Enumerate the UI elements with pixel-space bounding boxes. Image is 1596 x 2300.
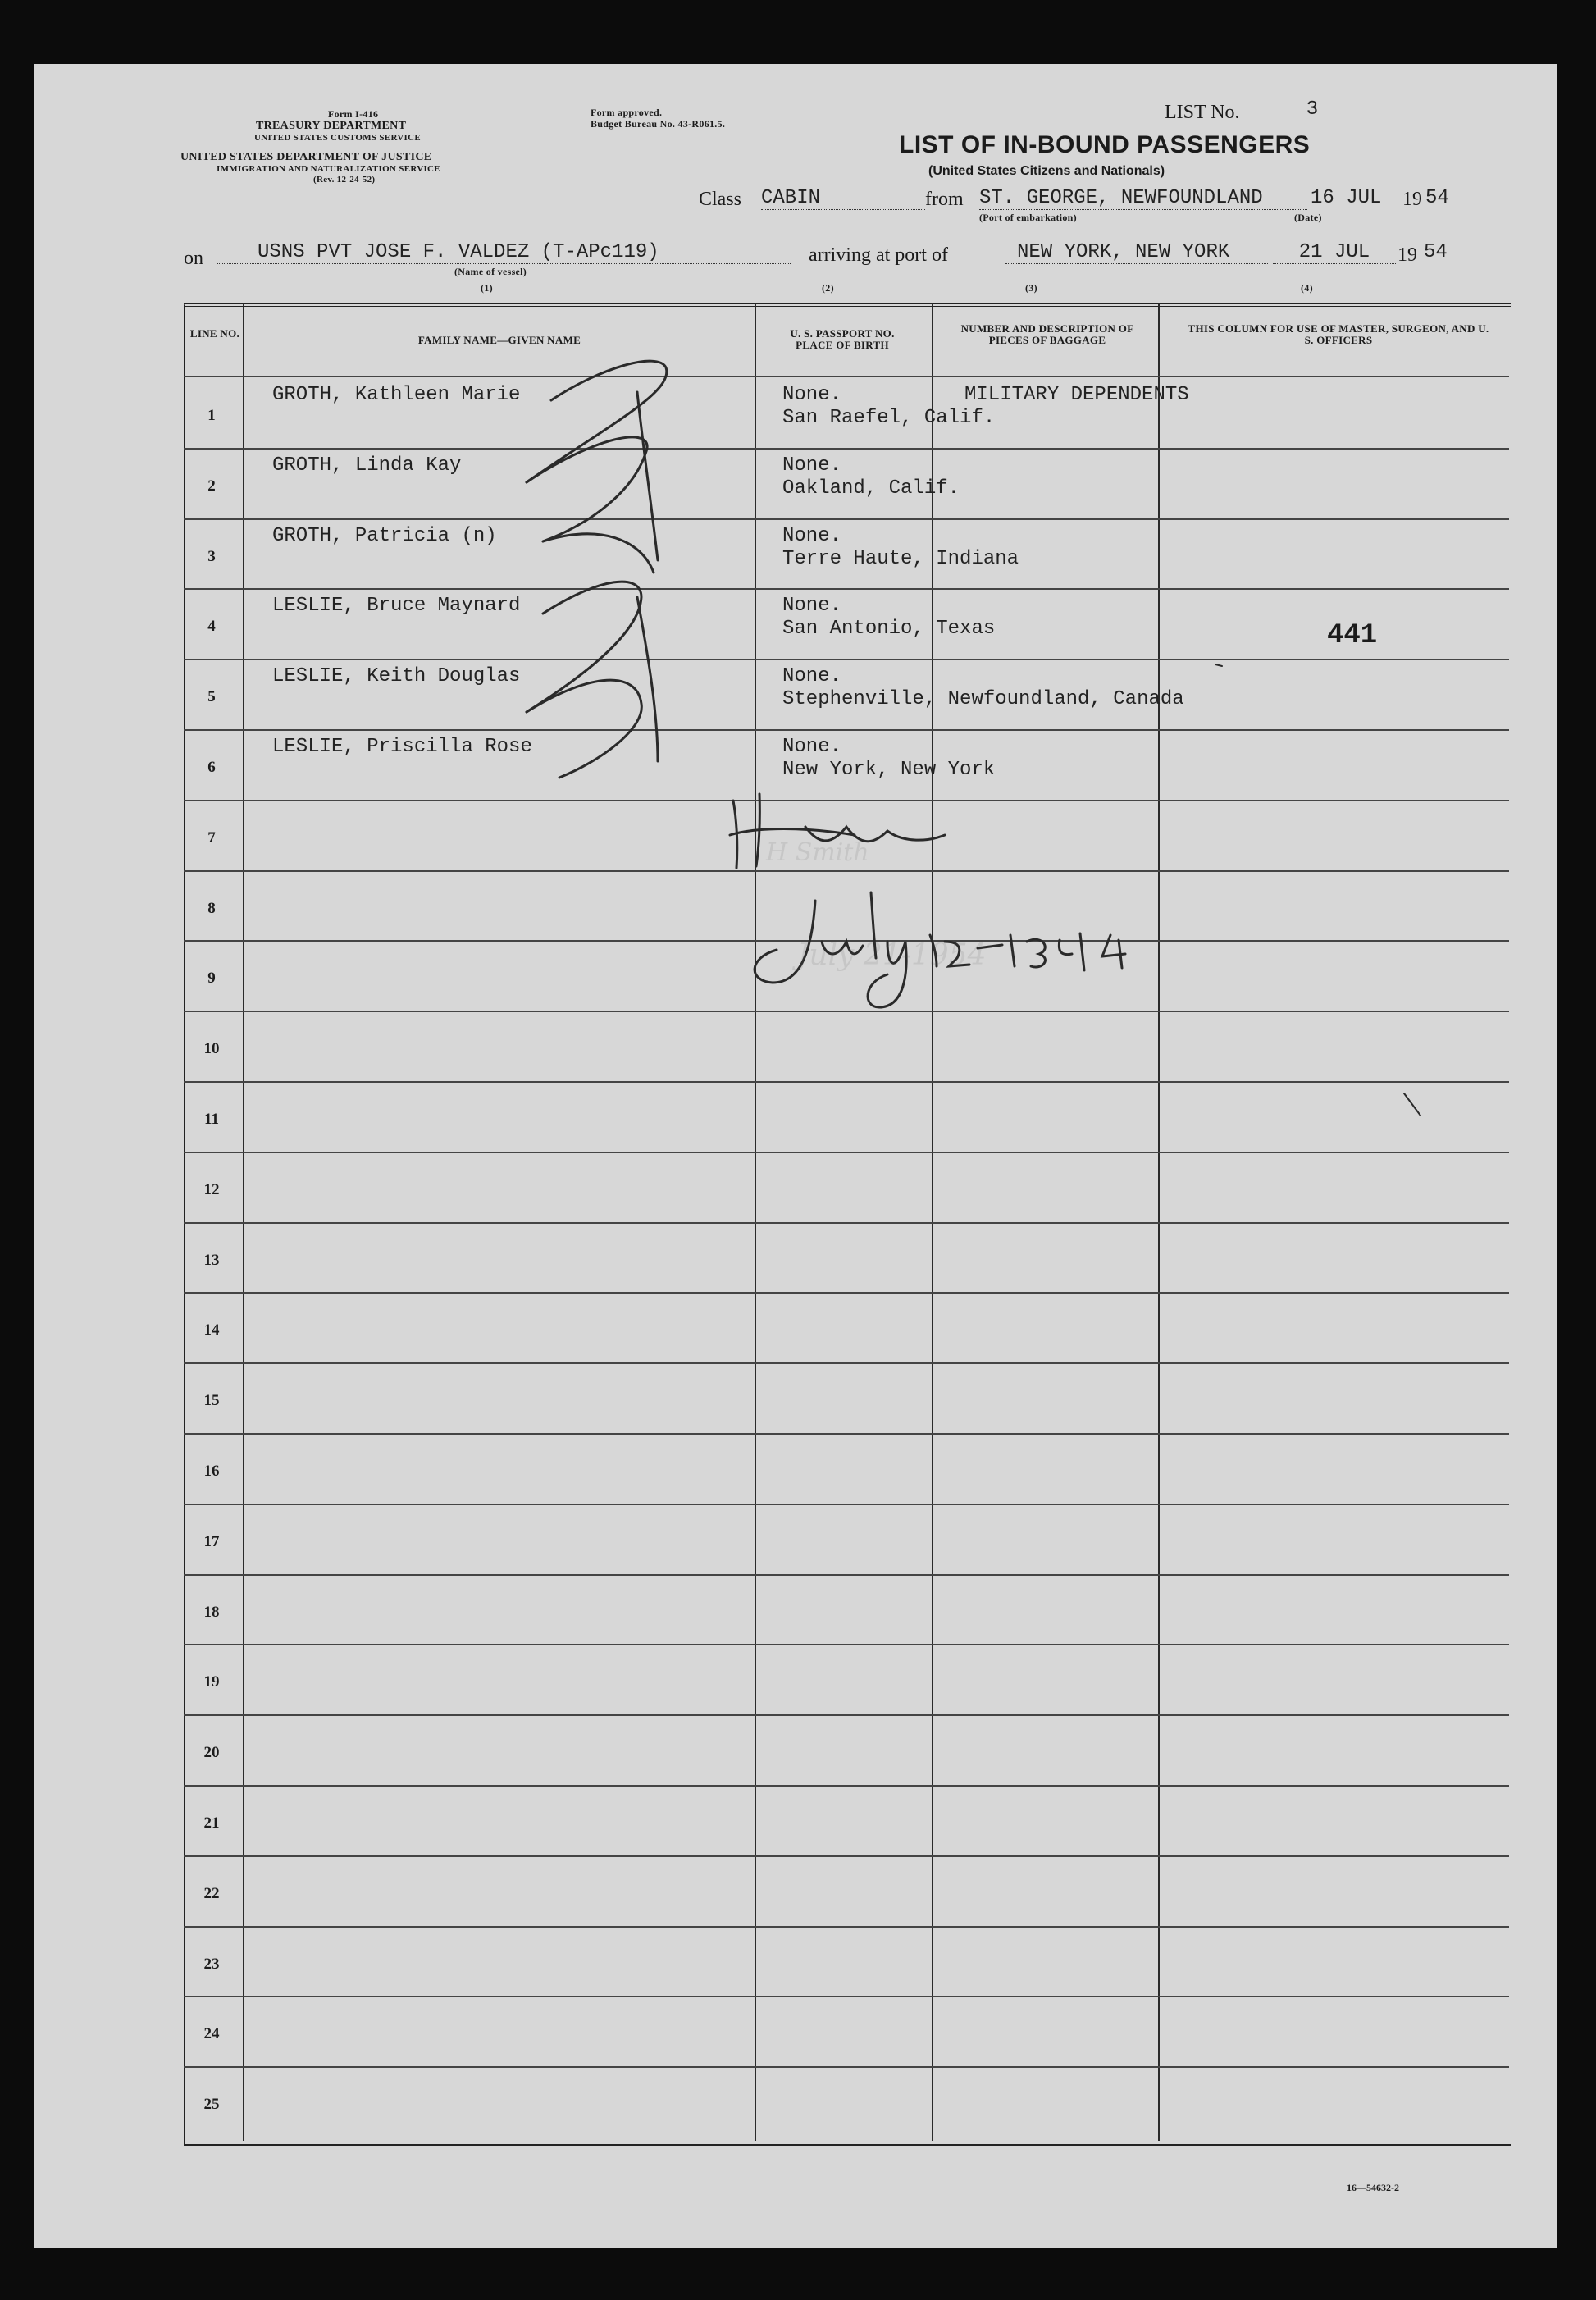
line-number: 2 [207, 477, 216, 495]
from-year-prefix: 19 [1402, 189, 1422, 210]
col-num-4: (4) [1301, 282, 1313, 294]
passenger-name: LESLIE, Priscilla Rose [272, 736, 532, 758]
place-of-birth: San Antonio, Texas [782, 618, 996, 640]
line-number: 14 [203, 1321, 220, 1339]
date-caption: (Date) [1294, 212, 1322, 223]
stray-mark [1215, 664, 1222, 666]
line-number: 8 [207, 900, 216, 917]
ins-label: IMMIGRATION AND NATURALIZATION SERVICE [217, 164, 440, 174]
revision-label: (Rev. 12-24-52) [313, 175, 376, 185]
from-year: 54 [1425, 187, 1449, 209]
arriving-label: arriving at port of [809, 244, 948, 266]
line-number: 15 [203, 1392, 220, 1409]
form-title: LIST OF IN-BOUND PASSENGERS [899, 131, 1311, 158]
line-number: 4 [207, 618, 216, 635]
header-name: FAMILY NAME—GIVEN NAME [417, 334, 581, 346]
bracket-mark-groth [527, 361, 667, 573]
header-line-no: LINE NO. [189, 327, 240, 340]
vessel-name: USNS PVT JOSE F. VALDEZ (T-APc119) [217, 241, 791, 264]
line-number: 23 [203, 1955, 220, 1973]
form-page [34, 64, 1557, 2248]
line-number: 3 [207, 548, 216, 565]
header-officers: THIS COLUMN FOR USE OF MASTER, SURGEON, AND U. S. OFFICERS [1188, 322, 1489, 346]
line-number: 10 [203, 1040, 220, 1057]
place-of-birth: New York, New York [782, 759, 996, 781]
line-number: 1 [207, 407, 216, 424]
line-number: 11 [204, 1111, 219, 1128]
line-number: 18 [203, 1604, 220, 1621]
handwritten-date-text: July 21-1954 [797, 938, 987, 972]
arrival-date: 21 JUL [1273, 241, 1396, 264]
arrival-year: 54 [1424, 241, 1448, 263]
line-number: 12 [203, 1181, 220, 1198]
passport-no: None. [782, 736, 842, 758]
handwritten-annotations [34, 64, 1557, 2248]
line-number: 7 [207, 829, 216, 847]
header-passport: U. S. PASSPORT NO. PLACE OF BIRTH [790, 327, 895, 351]
line-number: 22 [203, 1885, 220, 1902]
col-num-1: (1) [481, 282, 493, 294]
header-baggage: NUMBER AND DESCRIPTION OF PIECES OF BAGGAGE [960, 322, 1134, 346]
vessel-caption: (Name of vessel) [454, 266, 527, 277]
stray-mark [1404, 1093, 1420, 1116]
from-label: from [925, 189, 964, 210]
arrival-port: NEW YORK, NEW YORK [1005, 241, 1268, 264]
passport-no: None. [782, 595, 842, 617]
passenger-name: LESLIE, Bruce Maynard [272, 595, 521, 617]
passport-no: None. [782, 525, 842, 547]
line-number: 21 [203, 1814, 220, 1832]
treasury-label: TREASURY DEPARTMENT [256, 120, 407, 132]
signature-text: H Smith [766, 838, 869, 867]
baggage-note: MILITARY DEPENDENTS [964, 384, 1189, 406]
customs-label: UNITED STATES CUSTOMS SERVICE [254, 133, 422, 143]
passenger-name: LESLIE, Keith Douglas [272, 665, 521, 687]
on-label: on [184, 248, 203, 269]
passenger-name: GROTH, Linda Kay [272, 454, 462, 477]
line-number: 25 [203, 2096, 220, 2113]
passport-no: None. [782, 384, 842, 406]
class-label: Class [699, 189, 742, 210]
line-number: 13 [203, 1252, 220, 1269]
passport-no: None. [782, 665, 842, 687]
line-number: 9 [207, 970, 216, 987]
passenger-name: GROTH, Kathleen Marie [272, 384, 521, 406]
bracket-mark-leslie [527, 582, 658, 778]
line-number: 16 [203, 1463, 220, 1480]
col-num-2: (2) [822, 282, 834, 294]
list-no-value: 3 [1255, 98, 1370, 121]
place-of-birth: Terre Haute, Indiana [782, 548, 1019, 570]
passport-no: None. [782, 454, 842, 477]
line-number: 19 [203, 1673, 220, 1691]
port-embark-caption: (Port of embarkation) [979, 212, 1077, 223]
class-value: CABIN [761, 187, 925, 210]
col-num-3: (3) [1025, 282, 1037, 294]
place-of-birth: Oakland, Calif. [782, 477, 960, 500]
arrival-year-prefix: 19 [1398, 244, 1417, 266]
line-number: 6 [207, 759, 216, 776]
place-of-birth: Stephenville, Newfoundland, Canada [782, 688, 1184, 710]
form-approved: Form approved. [591, 107, 663, 118]
line-number: 17 [203, 1533, 220, 1550]
justice-label: UNITED STATES DEPARTMENT OF JUSTICE [180, 151, 432, 163]
footer-code: 16—54632-2 [1347, 2182, 1399, 2193]
form-number: Form I-416 [328, 108, 379, 120]
form-subtitle: (United States Citizens and Nationals) [928, 164, 1165, 178]
line-number: 24 [203, 2025, 220, 2042]
line-number: 20 [203, 1744, 220, 1761]
officer-note: 441 [1327, 620, 1378, 651]
list-no-label: LIST No. [1165, 102, 1240, 123]
passenger-name: GROTH, Patricia (n) [272, 525, 497, 547]
line-number: 5 [207, 688, 216, 705]
place-of-birth: San Raefel, Calif. [782, 407, 996, 429]
from-port: ST. GEORGE, NEWFOUNDLAND [979, 187, 1307, 210]
budget-bureau: Budget Bureau No. 43-R061.5. [591, 118, 726, 130]
from-date: 16 JUL [1311, 187, 1382, 209]
